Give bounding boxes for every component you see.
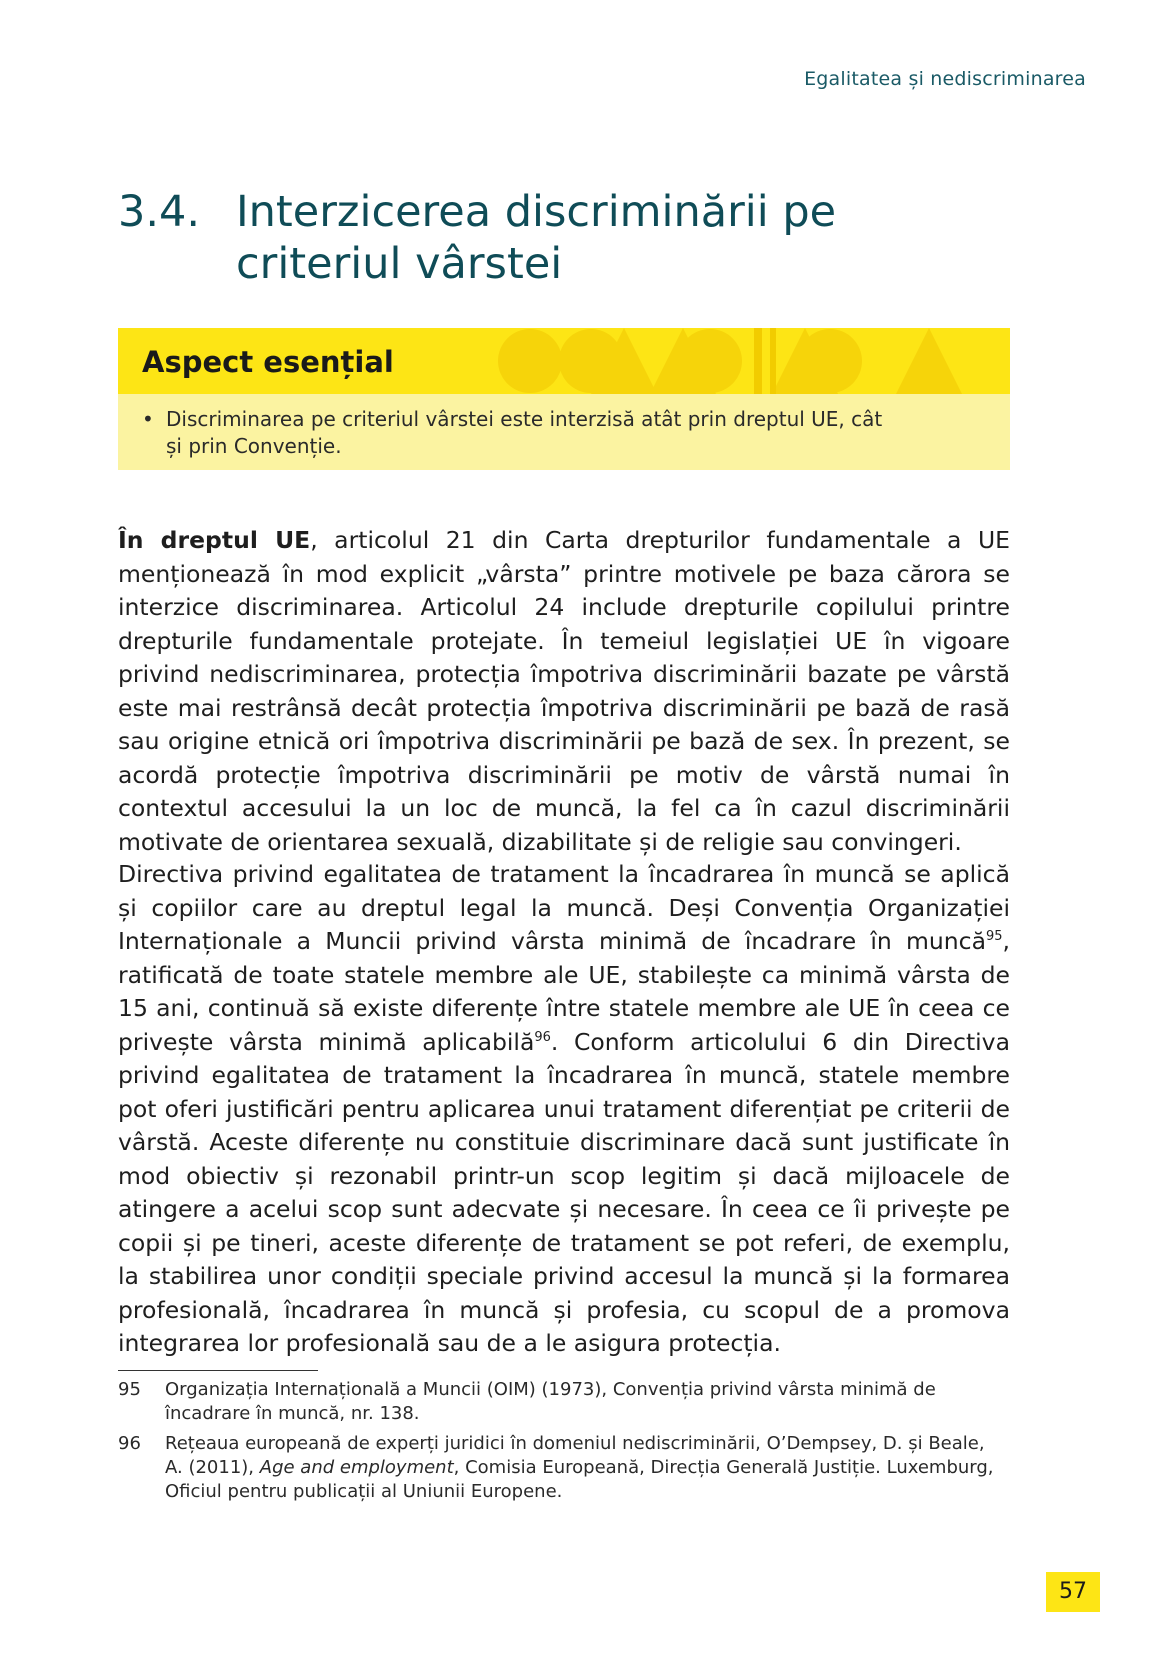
paragraph2-part2: , ratificată de toate statele membre ale UE, stabilește ca minimă vârsta de 15 ani, continuă să existe diferențe între statele membre ale UE în ceea ce privește vârsta minimă aplicabilă bbox=[118, 927, 1010, 1056]
key-point-box bbox=[118, 328, 1010, 470]
key-point-label: Aspect esențial bbox=[142, 345, 394, 379]
paragraph-lead-bold: În dreptul UE bbox=[118, 526, 311, 554]
footnote-italic-title: Age and employment bbox=[259, 1457, 454, 1478]
paragraph1-text: , articolul 21 din Carta drepturilor fundamentale a UE menționează în mod explicit „vârsta” printre motivele pe baza cărora se interzice discriminarea. Articolul 24 include drepturile copilului printre drepturile fundamentale protejate. În temeiul legislației UE în vigoare privind nediscriminarea, protecția împotriva discriminării bazate pe vârstă este mai restrânsă decât protecția împotriva discriminării pe bază de rasă sau origine etnică ori împotriva discriminării pe bază de sex. În prezent, se acordă protecție împotriva discriminării pe motiv de vârstă numai în contextul accesului la un loc de muncă, la fel ca în cazul discriminării motivate de orientarea sexuală, dizabilitate și de religie sau convingeri. bbox=[118, 526, 1010, 856]
decor-triangle-4 bbox=[896, 328, 962, 394]
footnote-number: 96 bbox=[118, 1433, 141, 1454]
footnote-text bbox=[165, 1432, 1005, 1504]
decor-bar-1 bbox=[754, 328, 762, 394]
bullet-icon: • bbox=[142, 407, 154, 431]
paragraph-directive bbox=[118, 858, 1010, 1361]
key-point-text: Discriminarea pe criteriul vârstei este interzisă atât prin dreptul UE, cât și prin Convenție. bbox=[166, 407, 883, 458]
section-title: Interzicerea discriminării pe criteriul vârstei bbox=[236, 187, 837, 289]
footnote-ref-96[interactable]: 96 bbox=[534, 1029, 551, 1045]
page-number: 57 bbox=[1046, 1572, 1100, 1612]
paragraph2-part1: Directiva privind egalitatea de tratament la încadrarea în muncă se aplică și copiilor care au dreptul legal la muncă. Deși Convenția Organizației Internaționale a Muncii privind vârsta minimă de încadrare în muncă bbox=[118, 860, 1010, 955]
decor-bar-2 bbox=[770, 328, 776, 394]
running-header-title: Egalitatea și nediscriminarea bbox=[804, 68, 1086, 90]
section-number: 3.4. bbox=[118, 187, 201, 237]
footnote-text: Organizația Internațională a Muncii (OIM) (1973), Convenția privind vârsta minimă de încadrare în muncă, nr. 138. bbox=[165, 1379, 936, 1424]
paragraph-eu-law bbox=[118, 524, 1010, 859]
footnote-number: 95 bbox=[118, 1379, 141, 1400]
paragraph2-part3: . Conform articolului 6 din Directiva privind egalitatea de tratament la încadrarea în muncă, statele membre pot oferi justificări pentru aplicarea unui tratament diferențiat pe criterii de vârstă. Aceste diferențe nu constituie discriminare dacă sunt justificate în mod obiectiv și rezonabil printr-un scop legitim și dacă mijloacele de atingere a acelui scop sunt adecvate și necesare. În ceea ce îi privește pe copii și pe tineri, aceste diferențe de tratament se pot referi, de exemplu, la stabilirea unor condiții speciale privind accesul la muncă și la formarea profesională, încadrarea în muncă și profesia, cu scopul de a promova integrarea lor profesională sau de a le asigura protecția. bbox=[118, 1027, 1010, 1357]
decor-circle-3 bbox=[678, 329, 742, 393]
footnote-text-before: Rețeaua europeană de experți juridici în domeniul nediscriminării, O’Dempsey, D. și Beale, A. (2011), bbox=[165, 1433, 985, 1478]
footnote-divider bbox=[118, 1370, 318, 1371]
footnote-text-after: , Comisia Europeană, Direcția Generală Justiție. Luxemburg, Oficiul pentru publicații al Uniunii Europene. bbox=[165, 1457, 994, 1502]
footnote-ref-95[interactable]: 95 bbox=[985, 929, 1003, 945]
decor-circle-1 bbox=[498, 329, 562, 393]
key-point-header bbox=[118, 328, 1010, 394]
